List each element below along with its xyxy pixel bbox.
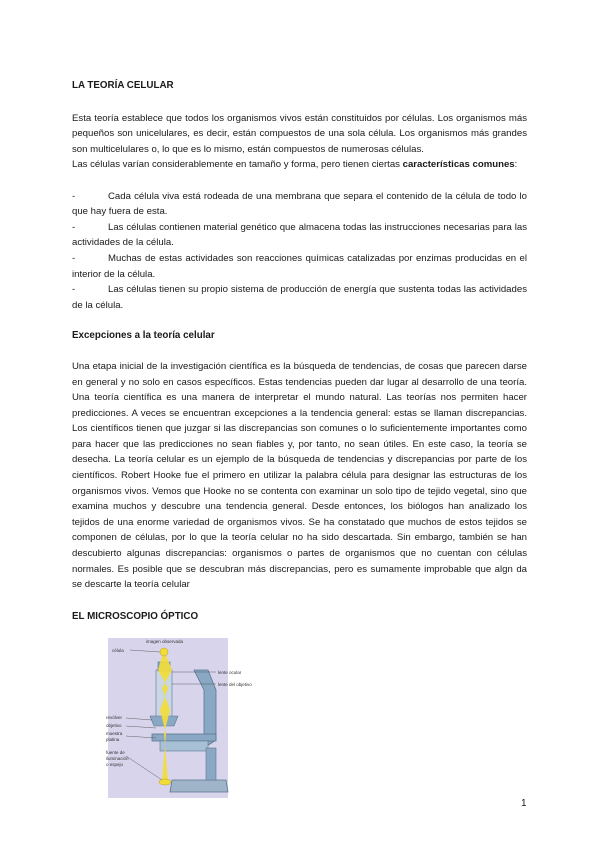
microscope-pillar [206,748,216,780]
list-item: - Las células tienen su propio sistema de producción de energía que sustenta todas las actividades de la célula. [72,282,527,313]
page-number: 1 [521,798,527,809]
bullet-text: Las células contienen material genético que almacena todas las instrucciones necesarias para las actividades de la célula. [72,221,527,249]
bullet-text: Las células tienen su propio sistema de producción de energía que sustenta todas las actividades de la célula. [72,284,527,311]
light-source [159,779,171,785]
label-iluminacion: iluminación [106,756,129,762]
label-lente-objetivo: lente del objetivo [218,682,252,688]
list-item: - Cada célula viva está rodeada de una membrana que separa el contenido de la célula de todo lo que hay fuera de esta. [72,189,527,220]
list-item: - Las células contienen material genético que almacena todas las instrucciones necesarias para las actividades de la célula. [72,220,527,251]
bullet-text: Muchas de estas actividades son reacciones químicas catalizadas por enzimas producidas en el interior de la célula. [72,252,527,280]
page-title: LA TEORÍA CELULAR [72,80,174,91]
label-fuente: fuente de [106,750,125,756]
intro-paragraph: Esta teoría establece que todos los organismos vivos están constituidos por células. Los organismos más pequeños son unicelulares, es decir, están compuestos de una sola célula. Los organismos más grandes son multicelulares o, lo que es lo mismo, están compuestos de numerosas células. [72,112,527,155]
label-espejo: o espejo [106,762,124,768]
label-top: imagen observada [146,639,184,645]
exceptions-heading: Excepciones a la teoría celular [72,330,215,342]
common-intro-text: Las células varían considerablemente en tamaño y forma, pero tienen ciertas [72,159,403,171]
label-celula: célula [112,648,124,654]
bullet-text: Cada célula viva está rodeada de una membrana que separa el contenido de la célula de todo lo que hay fuera de esta. [72,190,527,218]
microscope-diagram [76,630,266,800]
label-lente-ocular: lente ocular [218,670,242,676]
common-end-text: : [514,159,518,171]
microscope-stage [152,734,216,741]
exceptions-paragraph: Una etapa inicial de la investigación científica es la búsqueda de tendencias, de cosas que parecen darse en general y no solo en casos específicos. Estas tendencias pueden dar lugar al desarrollo de una teoría. Una teoría científica es una manera de interpretar el mundo natural. Las teorías nos permiten hacer predicciones. A veces se encuentran excepciones a la tendencia general: estas se llaman discrepancias. Los científicos tienen que juzgar si las discrepancias son comunes o lo suficientemente importantes como para hacer que las predicciones no sean fiables y, por tanto, no sean útiles. En este caso, la teoría se desecha. La teoría celular es un ejemplo de la búsqueda de tendencias y discrepancias por parte de los científicos. Robert Hooke fue el primero en utilizar la palabra célula para designar las estructuras de los organismos vivos. Vemos que Hooke no se contenta con examinar un solo tipo de tejido vegetal, sino que examina muchos y descubre una tendencia general. Desde entonces, los biólogos han analizado los tejidos de una enorme variedad de organismos vivos. Se ha constatado que muchos de estos tejidos se componen de células, por lo que la teoría celular no ha sido descartada. Sin embargo, también se han descubierto algunas discrepancias: organismos o partes de organismos que no cuentan con células normales. Es posible que se descubran más discrepancias, pero es sumamente improbable que algn da se descarte la teoría celular [72,360,527,591]
microscope-heading: EL MICROSCOPIO ÓPTICO [72,610,199,622]
document-body [72,78,527,800]
image-point [160,648,168,656]
microscope-figure [76,630,266,800]
common-characteristics-paragraph [72,157,527,173]
label-revolver: revólver [106,715,123,721]
label-muestra: muestra [106,731,123,737]
label-objetivo: objetivo [106,723,122,729]
microscope-base [170,780,228,792]
common-bold-text: características comunes [402,159,515,171]
spacer [72,173,527,189]
label-platina: platina [106,737,120,743]
list-item: - Muchas de estas actividades son reacciones químicas catalizadas por enzimas producidas en el interior de la célula. [72,251,527,282]
microscope-stage-under [160,741,208,751]
